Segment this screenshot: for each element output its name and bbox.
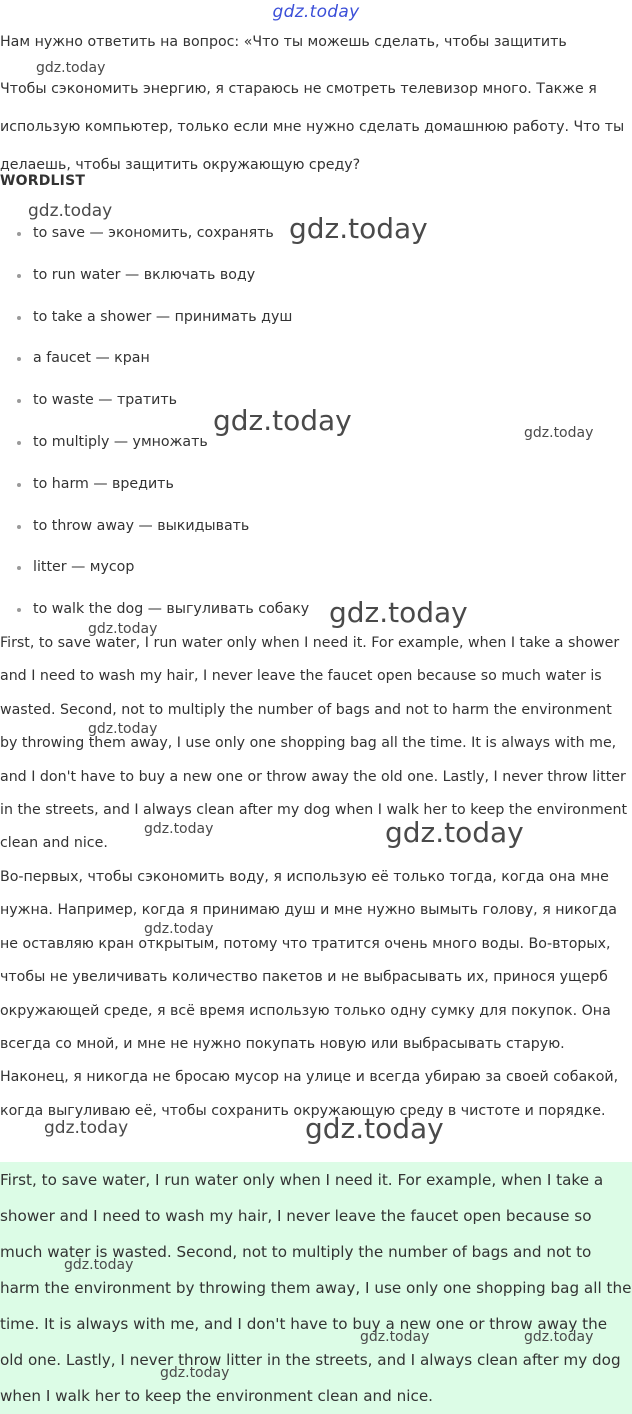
watermark: gdz.today [28, 201, 113, 221]
question-text: Нам нужно ответить на вопрос: «Что ты можешь сделать, чтобы защитить [0, 34, 567, 50]
answer-text: First, to save water, I run water only when I need it. For example, when I take a shower and I need to wash my hair, I never leave the faucet open because so much water is wasted. Second, not to multiply the number of bags and not to harm the environment by throwing them away, I use only one shopping bag all the time. It is always with me, and I don't have to buy a new one or throw away the old one. Lastly, I never throw litter in the streets, and I always clean after my dog when I walk her to keep the environment clean and nice. [0, 1171, 632, 1405]
bullet-icon [17, 316, 21, 320]
watermark: gdz.today [144, 921, 214, 937]
watermark: gdz.today [36, 60, 106, 76]
watermark: gdz.today [213, 404, 352, 437]
watermark: gdz.today [524, 1329, 594, 1345]
wordlist-item-text: litter — мусор [33, 559, 135, 576]
wordlist-item [0, 297, 632, 339]
wordlist-item [0, 338, 632, 380]
bullet-icon [17, 608, 21, 612]
watermark: gdz.today [385, 816, 524, 849]
watermark: gdz.today [88, 721, 158, 737]
watermark: gdz.today [44, 1118, 129, 1138]
site-logo[interactable]: gdz.today [272, 2, 360, 22]
wordlist-item-text: to waste — тратить [33, 392, 178, 409]
russian-text: Во-первых, чтобы сэкономить воду, я использую её только тогда, когда она мне нужна. Например, когда я принимаю душ и мне нужно вымыть голову, я никогда не оставляю кран открытым, потому что тратится очень много воды. Во-вторых, чтобы не увеличивать количество пакетов и не выбрасывать их, принося ущерб окружающей среде, я всё время использую только одну сумку для покупок. Она всегда со мной, и мне не нужно покупать новую или выбрасывать старую. Наконец, я никогда не бросаю мусор на улице и всегда убираю за своей собакой, когда выгуливаю её, чтобы сохранить окружающую среду в чистоте и порядке. [0, 869, 619, 1119]
bullet-icon [17, 232, 21, 236]
watermark: gdz.today [64, 1257, 134, 1273]
wordlist-item-text: a faucet — кран [33, 350, 150, 367]
wordlist-item [0, 380, 632, 422]
wordlist-item-text: to throw away — выкидывать [33, 517, 250, 534]
bullet-icon [17, 441, 21, 445]
bullet-icon [17, 274, 21, 278]
bullet-icon [17, 357, 21, 361]
bullet-icon [17, 399, 21, 403]
watermark: gdz.today [329, 596, 468, 629]
watermark: gdz.today [360, 1329, 430, 1345]
wordlist [0, 213, 632, 631]
bullet-icon [17, 566, 21, 570]
wordlist-item-text: to take a shower — принимать душ [33, 308, 293, 325]
wordlist-item [0, 589, 632, 631]
wordlist-item-text: to harm — вредить [33, 475, 174, 492]
watermark: gdz.today [524, 425, 594, 441]
wordlist-item [0, 506, 632, 548]
wordlist-item-text: to multiply — умножать [33, 433, 208, 450]
bullet-icon [17, 525, 21, 529]
watermark: gdz.today [88, 621, 158, 637]
watermark: gdz.today [144, 821, 214, 837]
wordlist-item [0, 255, 632, 297]
watermark: gdz.today [160, 1365, 230, 1381]
bullet-icon [17, 483, 21, 487]
wordlist-item [0, 547, 632, 589]
wordlist-item [0, 422, 632, 464]
intro-text: Чтобы сэкономить энергию, я стараюсь не смотреть телевизор много. Также я использую компьютер, только если мне нужно сделать домашнюю работу. Что ты делаешь, чтобы защитить окружающую среду? [0, 81, 625, 173]
wordlist-item-text: to walk the dog — выгуливать собаку [33, 601, 310, 618]
english-text: First, to save water, I run water only when I need it. For example, when I take a shower and I need to wash my hair, I never leave the faucet open because so much water is wasted. Second, not to multiply the number of bags and not to harm the environment by throwing them away, I use only one shopping bag all the time. It is always with me, and I don't have to buy a new one or throw away the old one. Lastly, I never throw litter in the streets, and I always clean after my dog when I walk her to keep the environment clean and nice. [0, 635, 628, 852]
watermark: gdz.today [305, 1112, 444, 1145]
wordlist-item-text: to run water — включать воду [33, 266, 256, 283]
wordlist-heading: WORDLIST [0, 173, 86, 189]
watermark: gdz.today [289, 212, 428, 245]
wordlist-item [0, 464, 632, 506]
wordlist-item-text: to save — экономить, сохранять [33, 225, 274, 241]
wordlist-item [0, 213, 632, 255]
